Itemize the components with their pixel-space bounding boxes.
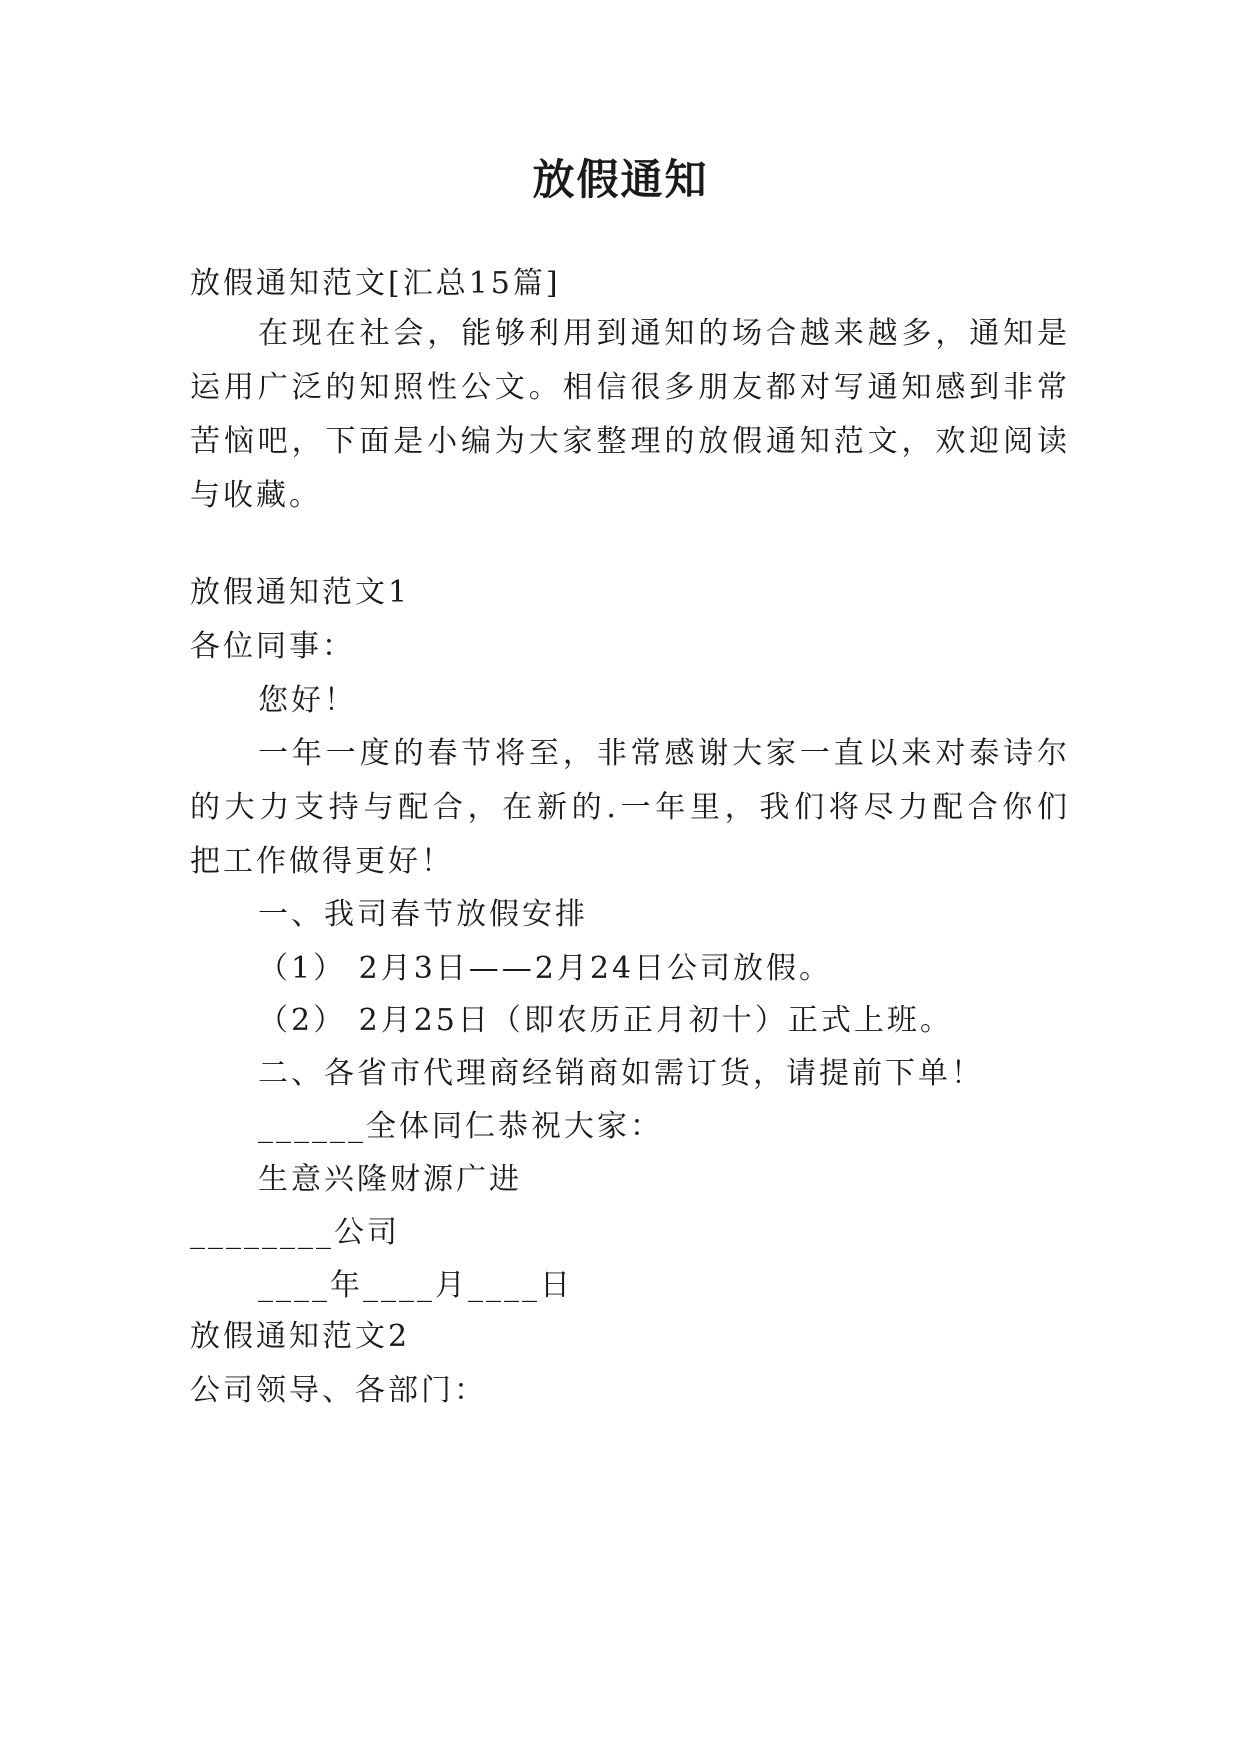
salutation: 公司领导、各部门：: [190, 1373, 487, 1408]
body-line: 把工作做得更好！: [190, 844, 454, 879]
intro-line: 在现在社会，能够利用到通知的场合越来越多，通知是: [258, 316, 1070, 351]
schedule-item: （2） 2月25日（即农历正月初十）正式上班。: [258, 1003, 953, 1038]
greeting: 您好！: [258, 683, 357, 718]
date-line: ____年____月____日: [258, 1268, 573, 1303]
section-heading: 二、各省市代理商经销商如需订货，请提前下单！: [258, 1056, 984, 1091]
salutation: 各位同事：: [190, 629, 355, 664]
wish: 生意兴隆财源广进: [258, 1162, 522, 1197]
sample-heading: 放假通知范文2: [190, 1319, 411, 1354]
intro-line: 运用广泛的知照性公文。相信很多朋友都对写通知感到非常: [190, 370, 1070, 405]
section-heading: 一、我司春节放假安排: [258, 897, 588, 932]
intro-line: 苦恼吧，下面是小编为大家整理的放假通知范文，欢迎阅读: [190, 424, 1070, 459]
body-line: 的大力支持与配合，在新的.一年里，我们将尽力配合你们: [190, 790, 1070, 825]
schedule-item: （1） 2月3日——2月24日公司放假。: [258, 951, 833, 986]
sample-heading: 放假通知范文1: [190, 575, 411, 610]
body-line: 一年一度的春节将至，非常感谢大家一直以来对泰诗尔: [258, 736, 1070, 771]
page-title: 放假通知: [532, 155, 709, 204]
wish-intro: ______全体同仁恭祝大家：: [258, 1109, 663, 1144]
document-subtitle: 放假通知范文[汇总15篇]: [190, 266, 561, 301]
company-signature: ________公司: [190, 1215, 400, 1250]
intro-line: 与收藏。: [190, 478, 322, 513]
